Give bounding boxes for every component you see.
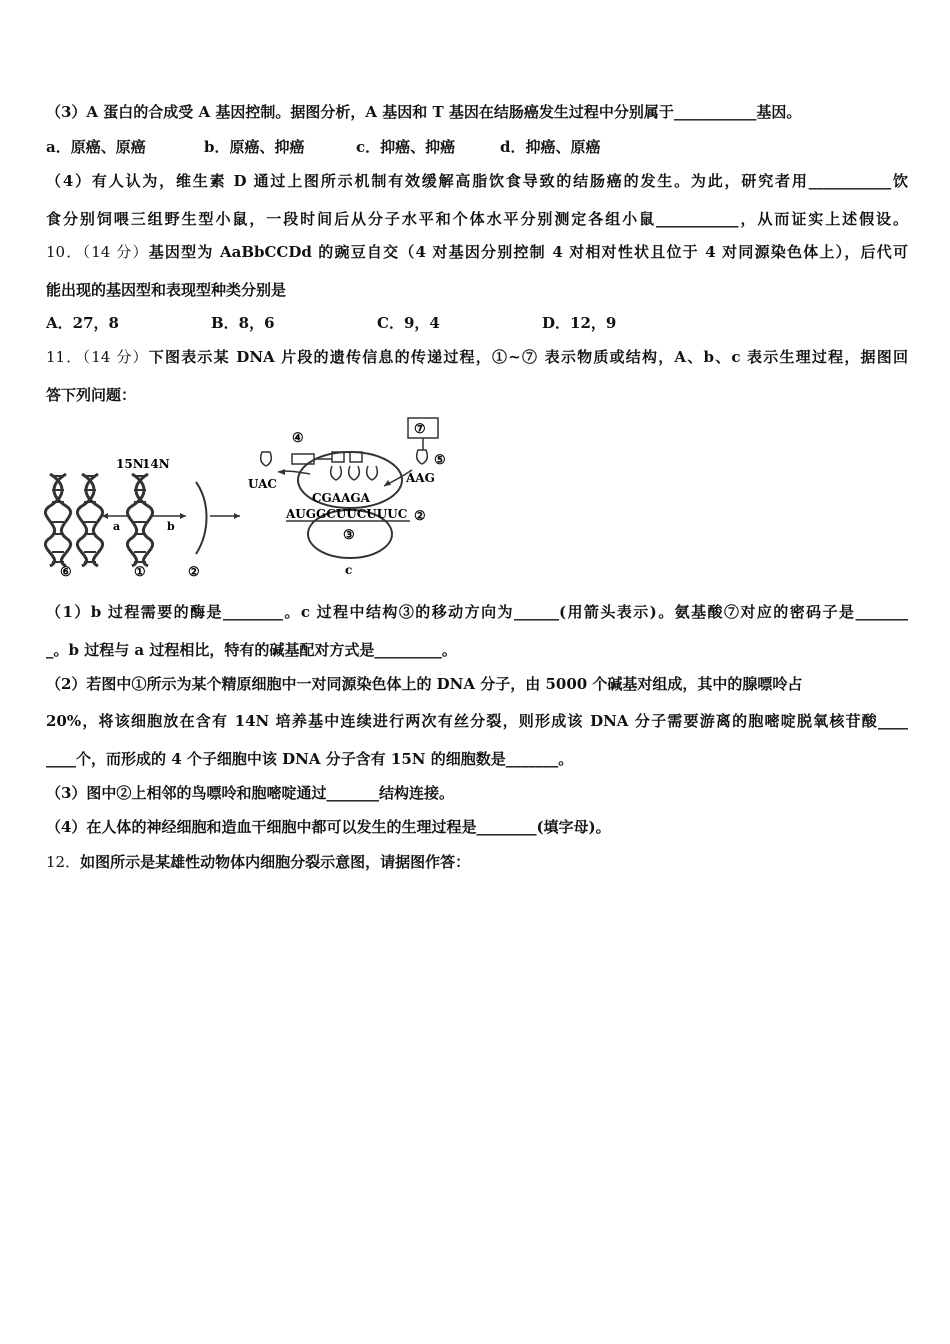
- anticodon-aag: AAG: [406, 471, 435, 485]
- q10-line2: 能出现的基因型和表现型种类分别是: [46, 281, 287, 299]
- q9-part3: （3）A 蛋白的合成受 A 基因控制。据图分析，A 基因和 T 基因在结肠癌发生过程中分别属于___________基因。: [46, 103, 802, 121]
- process-a-label: a: [113, 520, 121, 533]
- leaving-trna-arrow-head: [278, 469, 285, 475]
- anticodon-uac: UAC: [248, 477, 277, 491]
- arrow-b-head: [180, 513, 186, 519]
- q11-sub1-line1: （1）b 过程需要的酶是________。c 过程中结构③的移动方向为______(用箭头表示)。氨基酸⑦对应的密码子是_______: [46, 603, 908, 621]
- label-circle-7: ⑦: [414, 422, 426, 437]
- q10-line1: [46, 242, 908, 262]
- q11-sub4: （4）在人体的神经细胞和造血干细胞中都可以发生的生理过程是________(填字母)。: [46, 818, 611, 836]
- q11-sub2-line1: （2）若图中①所示为某个精原细胞中一对同源染色体上的 DNA 分子，由 5000 个碱基对组成，其中的腺嘌呤占: [46, 675, 803, 693]
- process-c-label: c: [345, 563, 353, 577]
- q9-part4-line1: （4）有人认为，维生素 D 通过上图所示机制有效缓解高脂饮食导致的结肠癌的发生。为此，研究者用___________饮: [46, 172, 908, 190]
- q10-option-b: B．8，6: [211, 314, 275, 332]
- label-circle-5: ⑤: [434, 453, 446, 468]
- label-circle-4: ④: [292, 431, 304, 446]
- incoming-trna-5: [417, 450, 428, 464]
- label-circle-1: ①: [134, 565, 146, 580]
- mrna-strand-2: [196, 482, 207, 554]
- process-b-label: b: [167, 520, 175, 533]
- dna-double-helix-6b: [77, 474, 102, 566]
- label-circle-3: ③: [343, 528, 355, 543]
- q11-number: 11．（14 分）: [46, 348, 149, 366]
- q11-sub1-line2: _。b 过程与 a 过程相比，特有的碱基配对方式是_________。: [46, 641, 457, 659]
- q9-part4-line2: 食分别饲喂三组野生型小鼠，一段时间后从分子水平和个体水平分别测定各组小鼠___________，从而证实上述假设。: [46, 210, 908, 228]
- q12-number: 12．: [46, 853, 81, 871]
- q12-text: 如图所示是某雄性动物体内细胞分裂示意图，请据图作答：: [80, 853, 471, 871]
- q10-option-c: C．9，4: [377, 314, 440, 332]
- q10-options: [46, 313, 908, 333]
- dna-double-helix-1: [127, 474, 152, 566]
- q11-sub3: （3）图中②上相邻的鸟嘌呤和胞嘧啶通过_______结构连接。: [46, 784, 454, 802]
- q10-option-a: A．27，8: [46, 314, 119, 332]
- arrow-to-translation-head: [234, 513, 240, 519]
- label-circle-6: ⑥: [60, 565, 72, 580]
- q9-part3-options: [46, 137, 908, 157]
- q9-option-c: c．抑癌、抑癌: [356, 138, 456, 156]
- q11-line2: 答下列问题：: [46, 386, 137, 404]
- q9-option-b: b．原癌、抑癌: [204, 138, 305, 156]
- n14-label: 14N: [142, 457, 170, 471]
- label-circle-2-left: ②: [188, 565, 200, 580]
- q11-sub2-line3: ____个，而形成的 4 个子细胞中该 DNA 分子含有 15N 的细胞数是_______。: [46, 750, 574, 768]
- q9-option-d: d．抑癌、原癌: [500, 138, 601, 156]
- q9-option-a: a．原癌、原癌: [46, 138, 146, 156]
- n15-label: 15N: [116, 457, 144, 471]
- leaving-trna: [261, 452, 272, 466]
- q10-option-d: D．12，9: [542, 314, 617, 332]
- q10-number: 10．（14 分）: [46, 243, 149, 261]
- dna-transfer-figure: [40, 412, 450, 582]
- dna-double-helix-6: [45, 474, 70, 566]
- mrna-sequence: AUGGCUUCUUUC: [286, 507, 408, 521]
- trna-in-ribosome: [331, 466, 378, 480]
- amino-acid-box-2: [350, 452, 362, 462]
- q12-line: [46, 852, 908, 872]
- q11-text: 下图表示某 DNA 片段的遗传信息的传递过程，①~⑦ 表示物质或结构，A、b、c 表示生理过程，据图回: [148, 348, 908, 366]
- q11-sub2-line2: 20%，将该细胞放在含有 14N 培养基中连续进行两次有丝分裂，则形成该 DNA 分子需要游离的胞嘧啶脱氧核苷酸____: [46, 712, 908, 730]
- anticodons-cgaaga: CGAAGA: [312, 491, 370, 505]
- q11-line1: [46, 347, 908, 367]
- label-circle-2-right: ②: [414, 509, 426, 524]
- q10-text: 基因型为 AaBbCCDd 的豌豆自交（4 对基因分别控制 4 对相对性状且位于 4 对同源染色体上），后代可: [148, 243, 908, 261]
